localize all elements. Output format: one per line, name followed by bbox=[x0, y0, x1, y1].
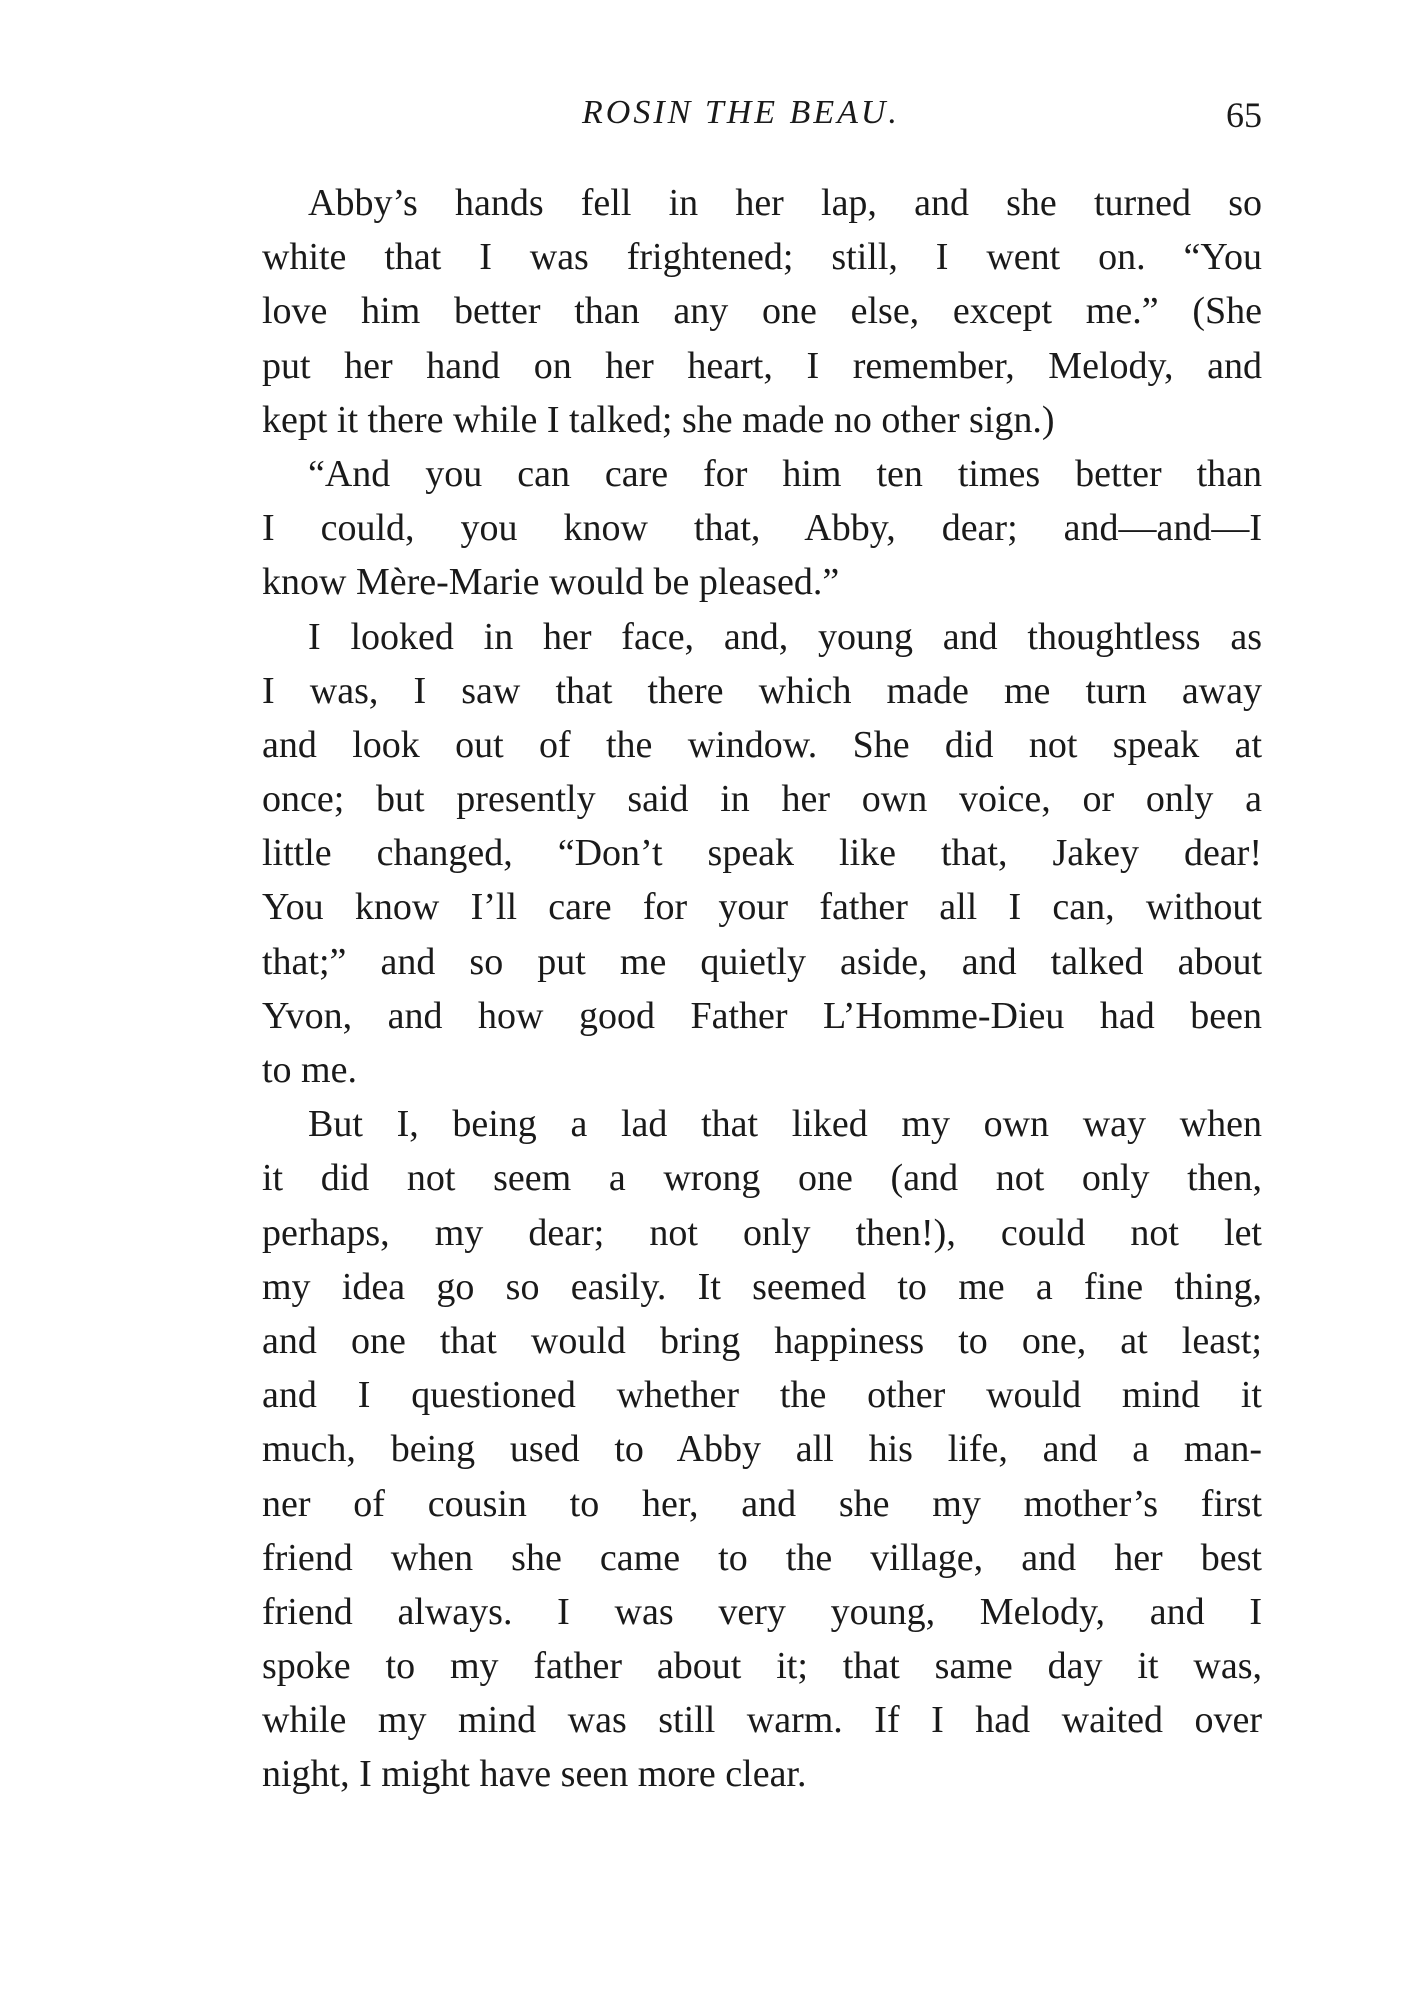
text-line: and look out of the window. She did not speak at bbox=[262, 723, 1262, 766]
text-line: put her hand on her heart, I remember, Melody, and bbox=[262, 344, 1262, 387]
text-line: to me. bbox=[262, 1049, 357, 1091]
text-line: I looked in her face, and, young and thoughtless as bbox=[308, 615, 1262, 658]
text-line: that;” and so put me quietly aside, and talked about bbox=[262, 940, 1262, 983]
paragraph bbox=[262, 447, 1262, 610]
text-line: and one that would bring happiness to one, at least; bbox=[262, 1319, 1262, 1362]
paragraph bbox=[262, 176, 1262, 447]
text-line: Abby’s hands fell in her lap, and she turned so bbox=[308, 182, 1262, 224]
text-line: it did not seem a wrong one (and not only then, bbox=[262, 1157, 1262, 1200]
text-line: night, I might have seen more clear. bbox=[262, 1753, 807, 1796]
text-line: love him better than any one else, except me.” (She bbox=[262, 290, 1262, 333]
text-line: But I, being a lad that liked my own way when bbox=[308, 1103, 1262, 1146]
text-line: ner of cousin to her, and she my mother’s first bbox=[262, 1482, 1262, 1525]
page-number: 65 bbox=[1226, 95, 1262, 135]
text-line: I was, I saw that there which made me turn away bbox=[262, 669, 1262, 712]
text-line: Yvon, and how good Father L’Homme-Dieu had been bbox=[262, 994, 1262, 1037]
text-line: I could, you know that, Abby, dear; and—and—I bbox=[262, 507, 1262, 550]
body-text bbox=[262, 176, 1262, 1802]
text-line: You know I’ll care for your father all I can, without bbox=[262, 886, 1262, 929]
text-line: and I questioned whether the other would mind it bbox=[262, 1374, 1262, 1417]
text-line: “And you can care for him ten times better than bbox=[308, 452, 1262, 495]
text-line: know Mère-Marie would be pleased.” bbox=[262, 561, 840, 604]
paragraph bbox=[262, 610, 1262, 1098]
text-line: my idea go so easily. It seemed to me a fine thing, bbox=[262, 1265, 1262, 1308]
running-head bbox=[262, 94, 1262, 144]
text-line: white that I was frightened; still, I went on. “You bbox=[262, 236, 1262, 279]
text-line: spoke to my father about it; that same day it was, bbox=[262, 1645, 1262, 1688]
text-line: kept it there while I talked; she made no other sign.) bbox=[262, 398, 1055, 441]
running-title: ROSIN THE BEAU. bbox=[582, 94, 900, 131]
text-line: while my mind was still warm. If I had waited over bbox=[262, 1699, 1262, 1742]
paragraph bbox=[262, 1097, 1262, 1801]
text-line: once; but presently said in her own voice, or only a bbox=[262, 778, 1262, 821]
text-line: friend always. I was very young, Melody, and I bbox=[262, 1590, 1262, 1633]
text-line: perhaps, my dear; not only then!), could not let bbox=[262, 1211, 1262, 1254]
text-line: much, being used to Abby all his life, and a man- bbox=[262, 1428, 1262, 1471]
text-line: friend when she came to the village, and her best bbox=[262, 1536, 1262, 1579]
text-line: little changed, “Don’t speak like that, Jakey dear! bbox=[262, 832, 1262, 875]
